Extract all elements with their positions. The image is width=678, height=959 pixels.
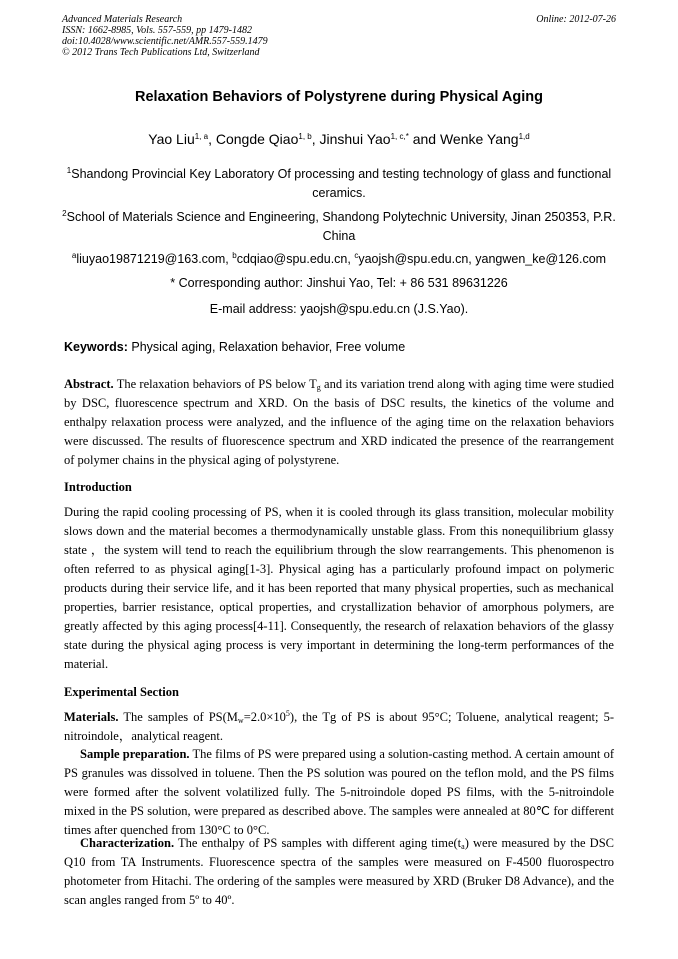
characterization-text: ) were measured by the DSC Q10 from TA Instruments. Fluorescence spectra of the samples were measured on F-4500 fluorospectro photometer from Hitachi. The ordering of the samples were measured by XRD (Bruker D8 Advance), and the scan angles ranged from 5º to 40º.	[64, 836, 614, 907]
online-date: Online: 2012-07-26	[536, 14, 616, 25]
corresponding-author: * Corresponding author: Jinshui Yao, Tel: + 86 531 89631226	[170, 276, 508, 290]
email-text: liuyao19871219@163.com,	[76, 252, 233, 266]
affiliation-2	[62, 208, 616, 246]
author-name: Wenke Yang	[439, 131, 519, 147]
materials-paragraph	[64, 708, 614, 746]
author-name: Yao Liu	[148, 131, 195, 147]
author-emails	[62, 252, 616, 266]
superscript: 5	[285, 709, 290, 718]
sample-preparation-text: The films of PS were prepared using a solution-casting method. A certain amount of PS granules was dissolved in toluene. Then the PS solution was poured on the teflon mold, and the PS films were formed after the solvent volatilized fully. The 5-nitroindole doped PS films, with the 5-nitroindole mixed in the PS solution, were prepared as described above. The samples were annealed at 80℃ for different times after quenched from 130°C to 0°C.	[64, 747, 615, 837]
email-mark: b	[232, 251, 237, 260]
copyright-line: © 2012 Trans Tech Publications Ltd, Switzerland	[62, 47, 260, 58]
keywords-label: Keywords:	[64, 340, 128, 354]
affiliation-text: Shandong Provincial Key Laboratory Of processing and testing technology of glass and functional ceramics.	[71, 167, 612, 200]
author-separator: and	[408, 131, 440, 147]
email-text: cdqiao@spu.edu.cn,	[236, 252, 355, 266]
sample-preparation-label: Sample preparation.	[80, 747, 190, 761]
author-name: Jinshui Yao	[319, 131, 391, 147]
author-separator: ,	[311, 131, 320, 147]
author-name: Congde Qiao	[215, 131, 299, 147]
materials-text: ), the Tg of PS is about 95°C; Toluene, analytical reagent; 5-nitroindole，analytical reagent.	[64, 710, 614, 743]
email-mark: a	[71, 251, 77, 260]
experimental-heading: Experimental Section	[64, 685, 179, 699]
email-text: yaojsh@spu.edu.cn, yangwen_ke@126.com	[358, 252, 607, 266]
characterization-label: Characterization.	[80, 836, 175, 850]
affiliation-mark: 2	[62, 209, 67, 218]
characterization-text: The enthalpy of PS samples with different aging time(t	[174, 836, 462, 850]
paper-title: Relaxation Behaviors of Polystyrene during Physical Aging	[135, 89, 543, 105]
author-affiliation-mark: 1, c,*	[390, 132, 409, 141]
sample-preparation-paragraph	[64, 745, 614, 840]
email-mark: c	[354, 251, 359, 260]
abstract-text: The relaxation behaviors of PS below T	[113, 377, 317, 391]
abstract-label: Abstract.	[64, 377, 114, 391]
introduction-heading: Introduction	[64, 480, 132, 494]
keywords-text: Physical aging, Relaxation behavior, Free volume	[127, 340, 406, 354]
affiliation-text: School of Materials Science and Engineering, Shandong Polytechnic University, Jinan 250353, P.R. China	[66, 210, 616, 243]
journal-header	[62, 14, 268, 58]
affiliation-mark: 1	[66, 166, 72, 175]
abstract-text: and its variation trend along with aging time were studied by DSC, fluorescence spectrum and XRD. On the basis of DSC results, the kinetics of the volume and enthalpy relaxation process were analyzed, and the influence of the aging time on the relaxation behaviors were discussed. The results of fluorescence spectrum and XRD indicated the presence of the rearrangement of polymer chains in the physical aging of polystyrene.	[64, 377, 614, 467]
journal-name: Advanced Materials Research	[62, 14, 183, 25]
keywords	[64, 340, 616, 354]
author-affiliation-mark: 1, a	[194, 132, 209, 141]
corresponding-email: E-mail address: yaojsh@spu.edu.cn (J.S.Yao).	[209, 302, 469, 316]
affiliation-1	[62, 165, 616, 203]
materials-text: The samples of PS(M	[118, 710, 238, 724]
author-affiliation-mark: 1, b	[298, 132, 312, 141]
materials-label: Materials.	[64, 710, 119, 724]
subscript: a	[461, 842, 465, 851]
materials-text: =2.0×10	[243, 710, 286, 724]
introduction-text: During the rapid cooling processing of PS, when it is cooled through its glass transition, molecular mobility slows down and the material becomes a thermodynamically unstable glass. From this nonequilibrium glassy state ，the system will tend to reach the equilibrium through the slow rearrangements. This phenomenon is often referred to as physical aging[1-3]. Physical aging has a particularly profound impact on polymeric products during their service life, and it has been reported that many physical properties, such as mechanical properties, barrier resistance, optical properties, and crystallization behavior of amorphous polymers, are greatly affected by this aging process[4-11]. Consequently, the research of relaxation behaviors of the glassy state during the physical aging process is very important in determining the long-term performances of the material.	[64, 505, 614, 671]
author-list	[62, 131, 616, 147]
issn-line: ISSN: 1662-8985, Vols. 557-559, pp 1479-1482	[62, 25, 252, 36]
characterization-paragraph	[64, 834, 614, 910]
abstract	[64, 375, 614, 470]
subscript: g	[316, 383, 321, 392]
doi-line: doi:10.4028/www.scientific.net/AMR.557-559.1479	[62, 36, 268, 47]
subscript: w	[237, 716, 244, 725]
author-separator: ,	[208, 131, 216, 147]
author-affiliation-mark: 1,d	[518, 132, 530, 141]
